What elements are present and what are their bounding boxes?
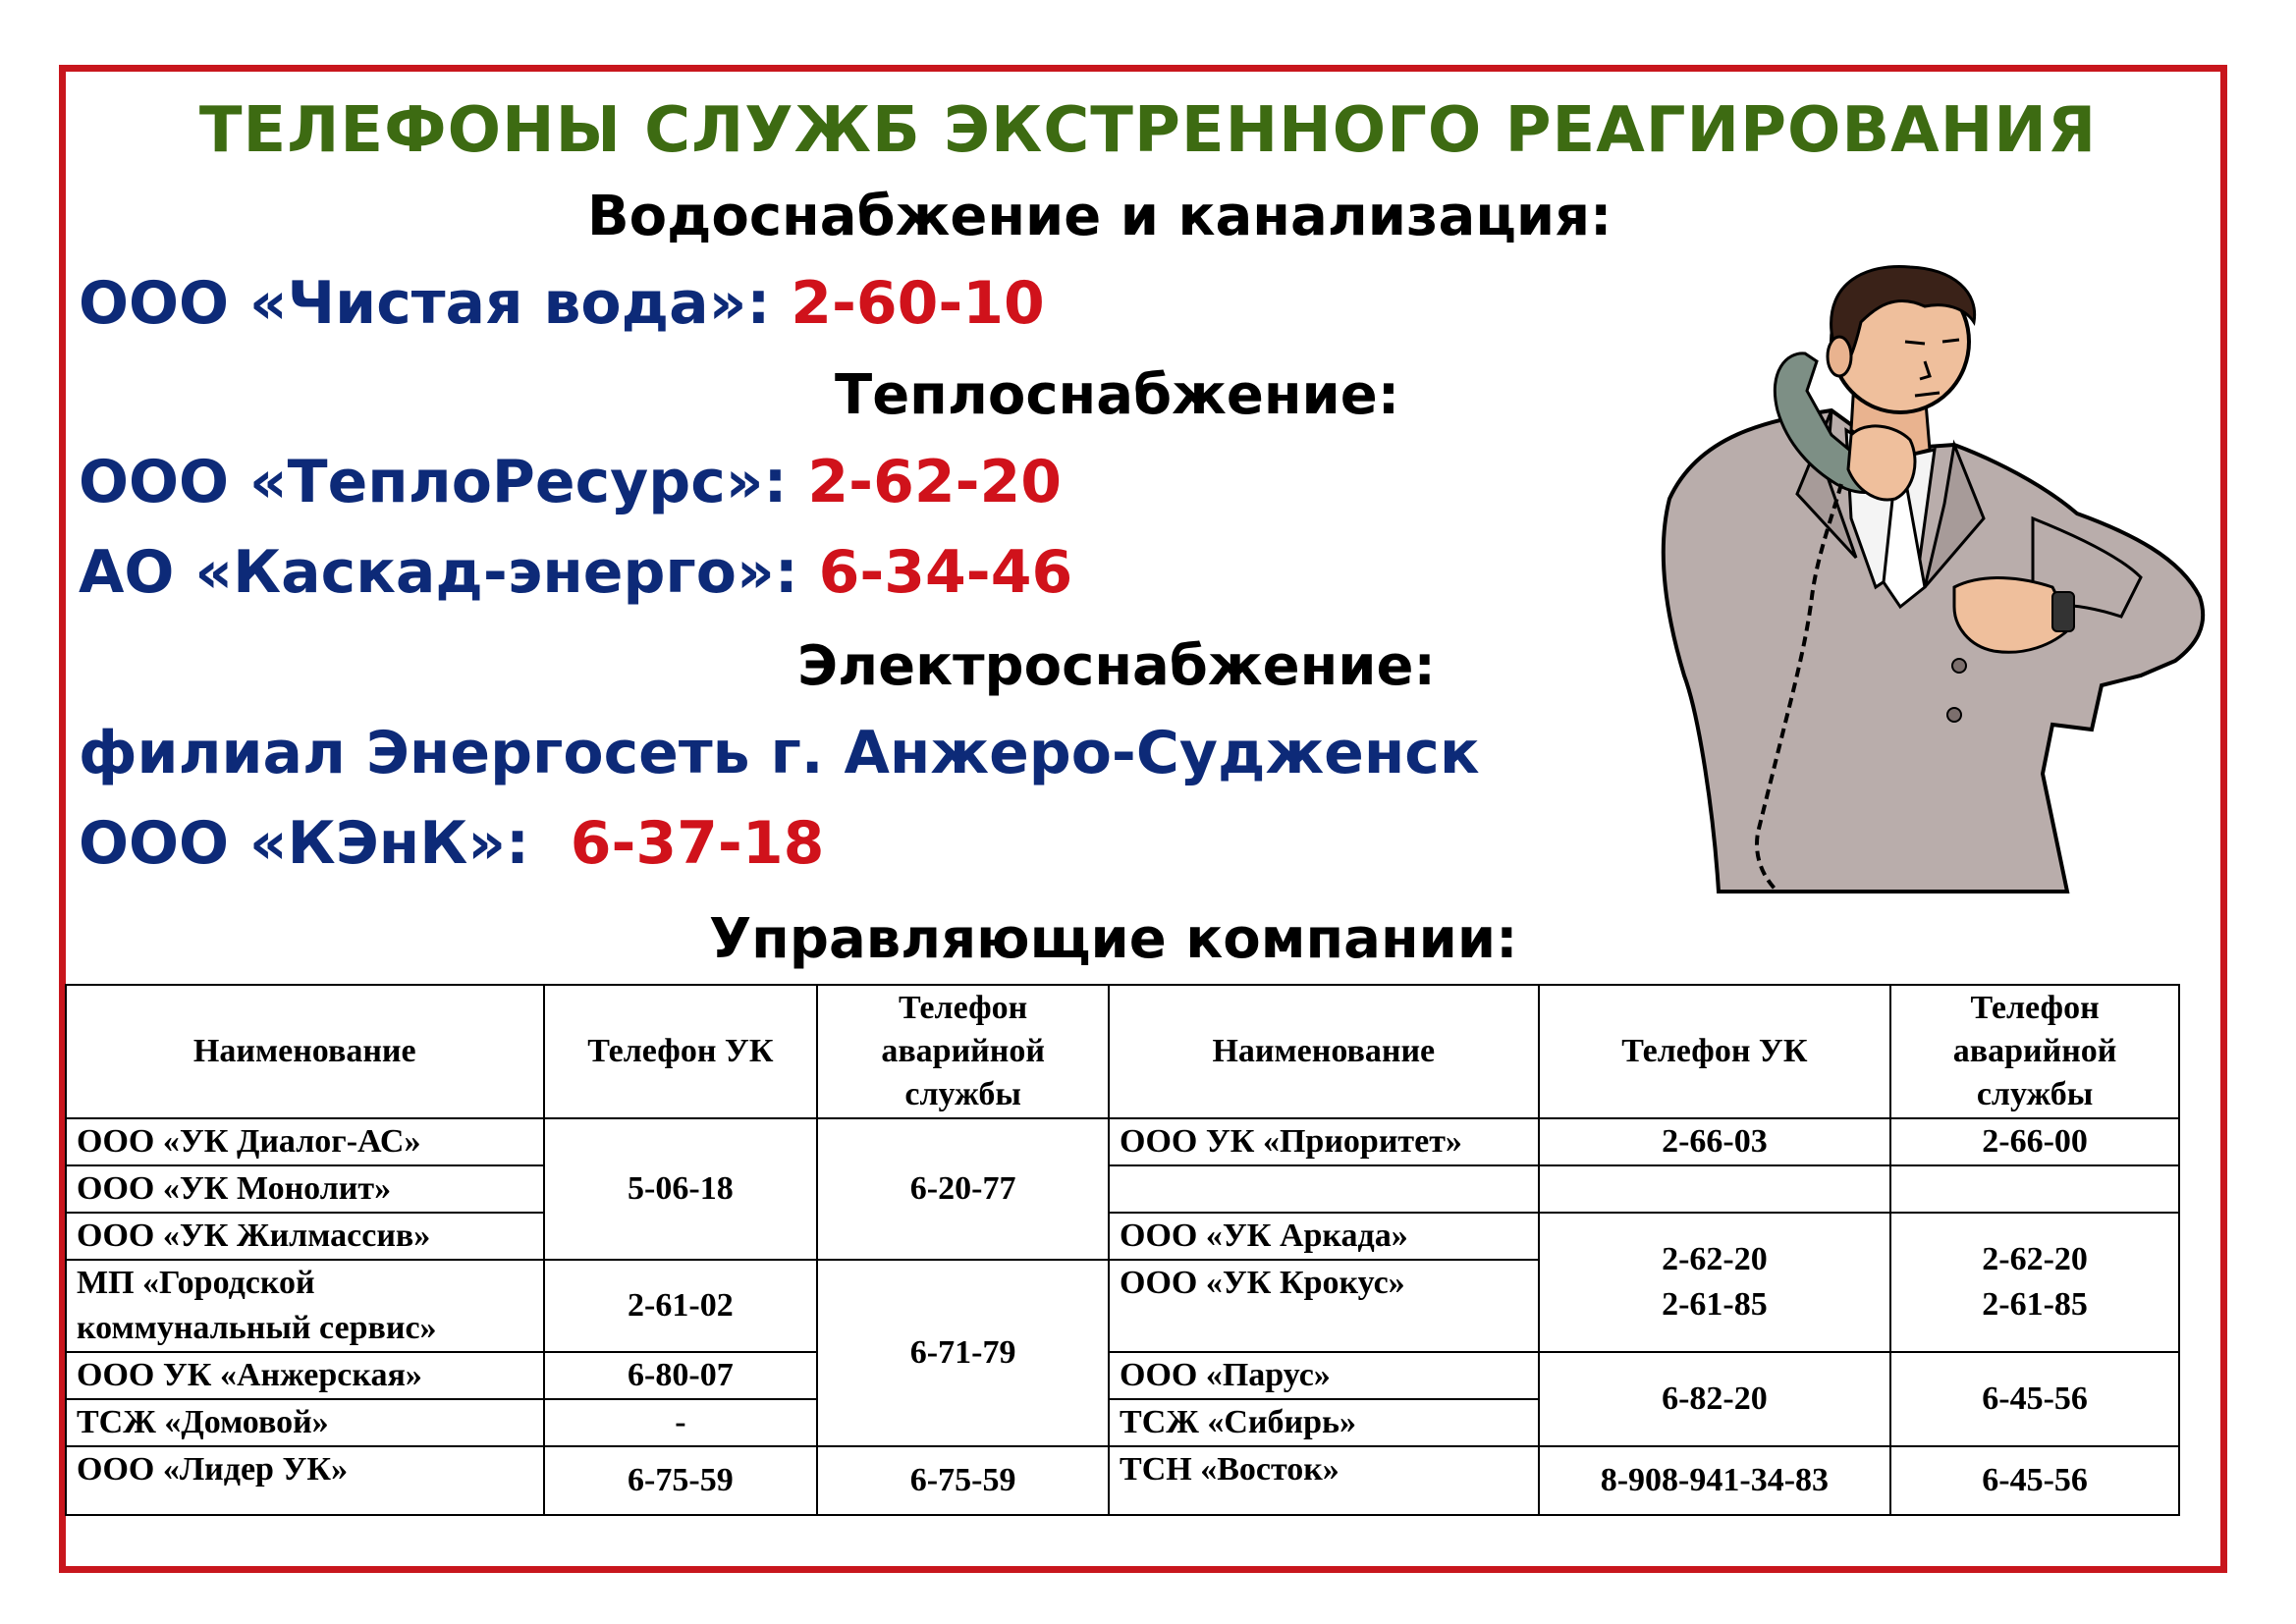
table-row: [66, 1118, 2179, 1165]
heading-water: Водоснабжение и канализация:: [587, 185, 1613, 248]
header-uk-phone: Телефон УК: [544, 985, 818, 1118]
company-name: ТСЖ «Сибирь»: [1109, 1399, 1539, 1446]
phone-number: 2-62-20: [807, 448, 1062, 516]
uk-phone: 2-61-02: [544, 1260, 818, 1352]
man-on-phone-illustration: [1630, 263, 2219, 901]
company-name: МП «Городской коммунальный сервис»: [66, 1260, 544, 1352]
emergency-phone: 6-45-56: [1890, 1352, 2179, 1446]
org-teploresurs: [79, 448, 1062, 516]
uk-phone: 5-06-18: [544, 1118, 818, 1260]
header-uk-phone: Телефон УК: [1539, 985, 1891, 1118]
table-row: [66, 1352, 2179, 1399]
table-row: [66, 1446, 2179, 1515]
table-row: [66, 1165, 2179, 1213]
uk-phone: 6-75-59: [544, 1446, 818, 1515]
org-energoset: филиал Энергосеть г. Анжеро-Судженск: [79, 719, 1480, 787]
phone-line: 2-62-20: [1662, 1241, 1768, 1277]
org-name: АО «Каскад-энерго»:: [79, 538, 798, 607]
company-name: ООО «Парус»: [1109, 1352, 1539, 1399]
phone-number: 2-60-10: [791, 269, 1045, 338]
org-chistaya-voda: [79, 269, 1045, 338]
empty-cell: [1539, 1165, 1891, 1213]
phone-line: 2-62-20: [1982, 1241, 2088, 1277]
emergency-phone: 2-66-00: [1890, 1118, 2179, 1165]
page-title: ТЕЛЕФОНЫ СЛУЖБ ЭКСТРЕННОГО РЕАГИРОВАНИЯ: [198, 94, 2098, 167]
empty-cell: [1890, 1165, 2179, 1213]
header-name: Наименование: [1109, 985, 1539, 1118]
phone-number: 6-37-18: [570, 809, 825, 878]
phone-number: 6-34-46: [818, 538, 1073, 607]
company-name: ООО «УК Крокус»: [1109, 1260, 1539, 1352]
phone-line: 2-61-85: [1662, 1286, 1768, 1323]
company-name: ООО «УК Монолит»: [66, 1165, 544, 1213]
emergency-phone: 6-45-56: [1890, 1446, 2179, 1515]
company-name: ТСН «Восток»: [1109, 1446, 1539, 1515]
empty-cell: [1109, 1165, 1539, 1213]
header-emergency-phone: Телефон аварийной службы: [817, 985, 1109, 1118]
uk-phone: -: [544, 1399, 818, 1446]
uk-phone: 2-66-03: [1539, 1118, 1891, 1165]
uk-phone: 6-82-20: [1539, 1352, 1891, 1446]
emergency-phone: 6-71-79: [817, 1260, 1109, 1446]
table-header-row: [66, 985, 2179, 1118]
org-kenk: [79, 809, 824, 878]
phone-line: 2-61-85: [1982, 1286, 2088, 1323]
org-name: ООО «ТеплоРесурс»:: [79, 448, 788, 516]
company-name: ООО «УК Жилмассив»: [66, 1213, 544, 1260]
heading-heat: Теплоснабжение:: [835, 363, 1400, 427]
uk-phone: [1539, 1213, 1891, 1352]
emergency-phone: [1890, 1213, 2179, 1352]
heading-power: Электроснабжение:: [797, 634, 1436, 698]
company-name: ООО УК «Анжерская»: [66, 1352, 544, 1399]
emergency-phone: 6-75-59: [817, 1446, 1109, 1515]
company-name: ООО «УК Диалог-АС»: [66, 1118, 544, 1165]
header-emergency-phone: Телефон аварийной службы: [1890, 985, 2179, 1118]
management-companies-table: [65, 984, 2180, 1516]
company-name: ООО «УК Аркада»: [1109, 1213, 1539, 1260]
uk-phone: 8-908-941-34-83: [1539, 1446, 1891, 1515]
org-name: ООО «КЭнК»:: [79, 809, 529, 878]
org-name: ООО «Чистая вода»:: [79, 269, 771, 338]
org-kaskad-energo: [79, 538, 1072, 607]
company-name: ООО УК «Приоритет»: [1109, 1118, 1539, 1165]
company-name: ООО «Лидер УК»: [66, 1446, 544, 1515]
uk-phone: 6-80-07: [544, 1352, 818, 1399]
header-name: Наименование: [66, 985, 544, 1118]
emergency-phone: 6-20-77: [817, 1118, 1109, 1260]
company-name: ТСЖ «Домовой»: [66, 1399, 544, 1446]
heading-uk: Управляющие компании:: [709, 907, 1518, 971]
table-row: [66, 1213, 2179, 1260]
